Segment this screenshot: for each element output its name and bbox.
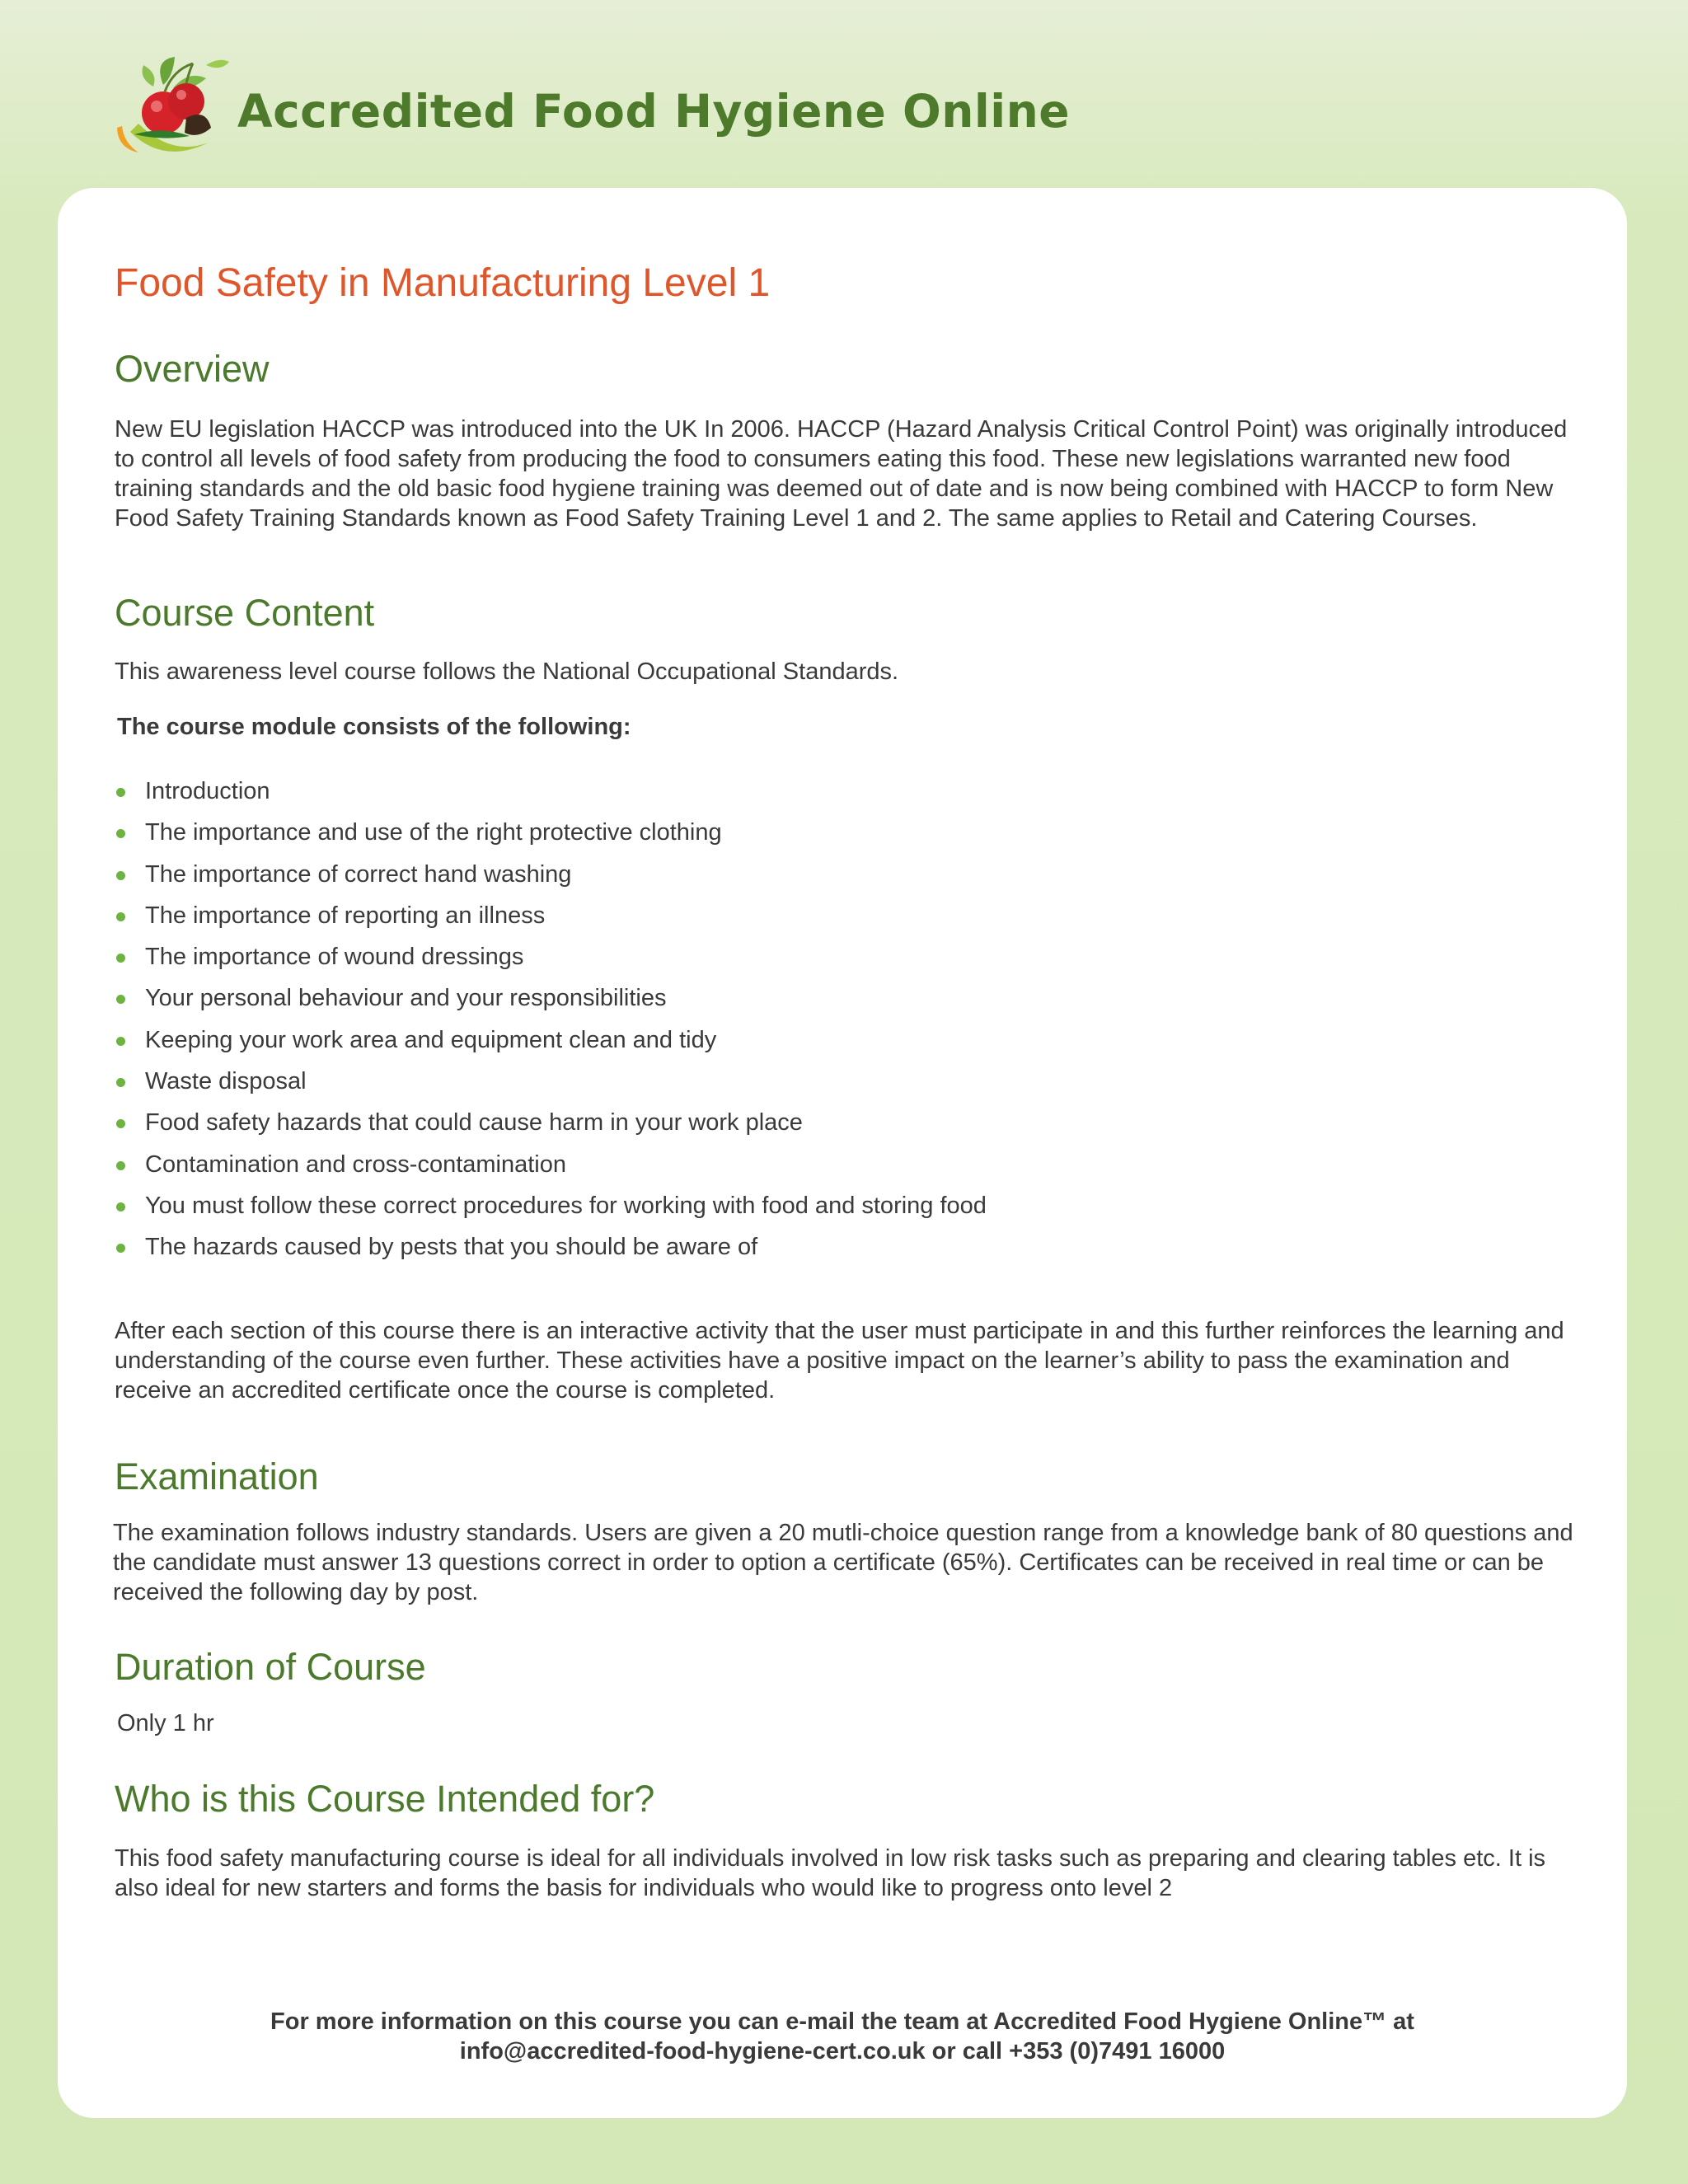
site-header [114, 51, 1070, 162]
course-content-after-text: After each section of this course there is an interactive activity that the user must participate in and this further reinforces the learning and understanding of the course even further. These activities have a positive impact on the learner’s ability to pass the examination and receive an accredited certificate once the course is completed. [115, 1318, 1564, 1404]
footer-line-1: For more information on this course you can e-mail the team at Accredited Food Hygiene Online™ at [270, 2008, 1414, 2035]
overview-text: New EU legislation HACCP was introduced into the UK In 2006. HACCP (Hazard Analysis Critical Control Point) was originally introduced to control all levels of food safety from producing the food to consumers eating this food. These new legislations warranted new food training standards and the old basic food hygiene training was deemed out of date and is now being combined with HACCP to form New Food Safety Training Standards known as Food Safety Training Level 1 and 2. The same applies to Retail and Catering Courses. [115, 416, 1568, 532]
bullet-icon [116, 788, 125, 797]
duration-text: Only 1 hr [117, 1710, 214, 1736]
bullet-icon [116, 1161, 125, 1170]
contact-footer [58, 2007, 1627, 2066]
bullet-icon [116, 829, 125, 838]
bullet-icon [116, 1078, 125, 1087]
list-item: Your personal behaviour and your responsibilities [115, 977, 987, 1019]
brand-name: Accredited Food Hygiene Online [237, 84, 1071, 138]
bullet-icon [116, 1202, 125, 1212]
audience-heading: Who is this Course Intended for? [115, 1778, 655, 1820]
list-item: The importance and use of the right protective clothing [115, 812, 987, 853]
list-item: You must follow these correct procedures for working with food and storing food [115, 1185, 987, 1226]
footer-contact-line[interactable]: info@accredited-food-hygiene-cert.co.uk or call +353 (0)7491 16000 [459, 2038, 1226, 2064]
bullet-icon [116, 1037, 125, 1046]
list-item: The importance of correct hand washing [115, 854, 987, 895]
list-item: Keeping your work area and equipment clean and tidy [115, 1019, 987, 1061]
bullet-icon [116, 912, 125, 921]
examination-text: The examination follows industry standards. Users are given a 20 mutli-choice question range from a knowledge bank of 80 questions and the candidate must answer 13 questions correct in order to option a certificate (65%). Certificates can be received in real time or can be received the following day by post. [113, 1520, 1573, 1605]
bullet-icon [116, 995, 125, 1004]
list-item: Contamination and cross-contamination [115, 1144, 987, 1185]
examination-heading: Examination [115, 1455, 319, 1497]
bullet-icon [116, 871, 125, 880]
module-heading: The course module consists of the following: [117, 714, 631, 740]
course-content-intro: This awareness level course follows the National Occupational Standards. [115, 658, 899, 685]
bullet-icon [116, 1244, 125, 1253]
bullet-icon [116, 954, 125, 963]
page-title: Food Safety in Manufacturing Level 1 [115, 261, 771, 305]
list-item: The importance of reporting an illness [115, 895, 987, 936]
list-item: Food safety hazards that could cause harm in your work place [115, 1102, 987, 1143]
audience-text: This food safety manufacturing course is ideal for all individuals involved in low risk tasks such as preparing and clearing tables etc. It is also ideal for new starters and forms the basis for individuals who would like to progress onto level 2 [115, 1845, 1546, 1901]
list-item: Introduction [115, 771, 987, 812]
module-list [115, 771, 987, 1268]
bullet-icon [116, 1119, 125, 1128]
list-item: The importance of wound dressings [115, 936, 987, 977]
list-item: The hazards caused by pests that you should be aware of [115, 1226, 987, 1268]
overview-heading: Overview [115, 348, 270, 390]
logo-icon [114, 54, 237, 161]
course-content-heading: Course Content [115, 592, 375, 634]
list-item: Waste disposal [115, 1061, 987, 1102]
duration-heading: Duration of Course [115, 1646, 426, 1688]
